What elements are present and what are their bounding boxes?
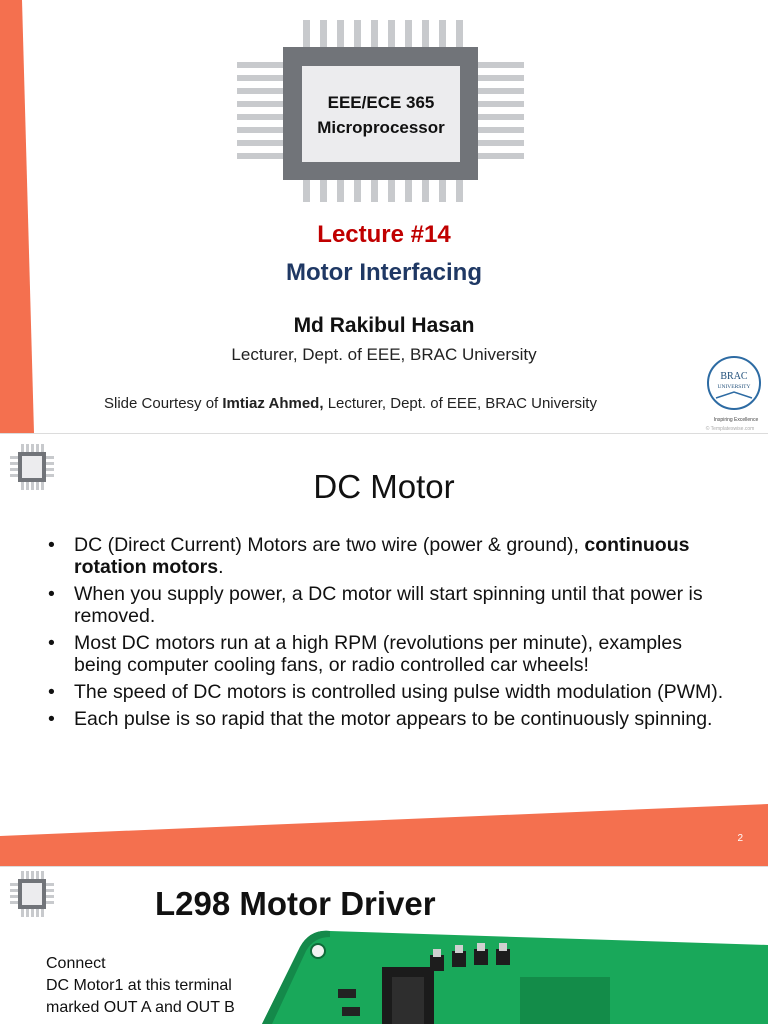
bullet-list <box>48 534 728 735</box>
chip-pins-right <box>478 62 524 159</box>
brac-university-logo <box>706 357 760 432</box>
chip-icon <box>10 871 54 917</box>
svg-text:UNIVERSITY: UNIVERSITY <box>717 384 751 390</box>
l298-board-image <box>262 931 768 1024</box>
course-code: EEE/ECE 365 <box>327 93 435 112</box>
bullet-text: DC (Direct Current) Motors are two wire (power & ground), <box>74 534 585 556</box>
bullet-item: • Most DC motors run at a high RPM (revolutions per minute), examples being computer cooling fans, or radio controlled car wheels! <box>48 632 728 676</box>
svg-text:BRAC: BRAC <box>720 371 748 382</box>
svg-text:Inspiring Excellence: Inspiring Excellence <box>713 417 759 423</box>
title-slide-graphics <box>0 0 768 433</box>
lecture-title: Lecture #14 <box>317 221 451 248</box>
note-line: marked OUT A and OUT B <box>46 999 235 1016</box>
bullet-item: • The speed of DC motors is controlled using pulse width modulation (PWM). <box>48 681 728 703</box>
coral-left-band <box>0 0 34 433</box>
author-role: Lecturer, Dept. of EEE, BRAC University <box>231 345 537 364</box>
coral-bottom-band <box>0 804 768 866</box>
title-slide <box>0 0 768 433</box>
bullet-item <box>48 534 728 578</box>
l298-slide <box>0 867 768 1024</box>
slide-title: DC Motor <box>313 468 455 505</box>
author-name: Md Rakibul Hasan <box>293 314 475 337</box>
note-line: Connect <box>46 955 106 972</box>
slide-title: L298 Motor Driver <box>155 885 436 922</box>
chip-pins-top <box>303 20 463 48</box>
bullet-item: • Each pulse is so rapid that the motor appears to be continuously spinning. <box>48 708 728 730</box>
chip-label <box>302 90 460 140</box>
dc-motor-slide <box>0 434 768 866</box>
bullet-emphasis: continuous rotation motors <box>74 534 690 578</box>
slide-courtesy <box>104 395 597 412</box>
courtesy-prefix: Slide Courtesy of <box>104 395 223 412</box>
page-number: 2 <box>737 833 743 844</box>
chip-pins-bottom <box>303 180 463 202</box>
course-name: Microprocessor <box>317 118 445 137</box>
bullet-item: • When you supply power, a DC motor will start spinning until that power is removed. <box>48 583 728 627</box>
note-line: DC Motor1 at this terminal <box>46 977 232 994</box>
lecture-subtitle: Motor Interfacing <box>286 259 482 286</box>
courtesy-name: Imtiaz Ahmed, <box>222 395 324 412</box>
svg-text:© Templateswise.com: © Templateswise.com <box>705 426 755 432</box>
courtesy-suffix: Lecturer, Dept. of EEE, BRAC University <box>323 395 597 412</box>
connection-note <box>46 953 276 1019</box>
bullet-punct: . <box>218 556 224 578</box>
chip-pins-left <box>237 62 283 159</box>
